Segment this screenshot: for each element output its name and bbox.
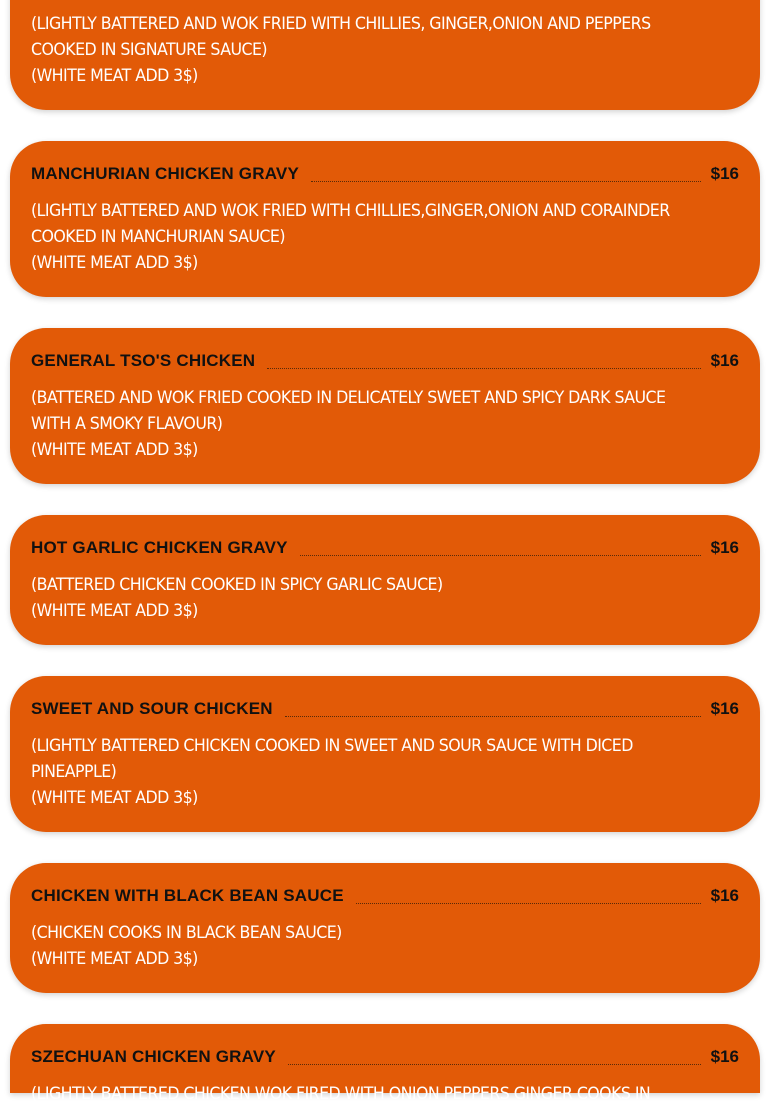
menu-item-card: [10, 1024, 760, 1104]
menu-item-description: [31, 385, 747, 463]
description-line: PINEAPPLE): [31, 762, 117, 782]
menu-item-card: [10, 141, 760, 297]
description-line: (LIGHTLY BATTERED AND WOK FRIED WITH CHILLIES, GINGER,ONION AND PEPPERS: [31, 14, 651, 34]
menu-item-card: [10, 863, 760, 993]
dotted-leader: [267, 368, 700, 369]
menu-item-price: $16: [710, 1047, 739, 1066]
menu-item-card: [10, 328, 760, 484]
menu-item-header: [31, 885, 739, 907]
description-line: (LIGHTLY BATTERED AND WOK FRIED WITH CHILLIES,GINGER,ONION AND CORAINDER: [31, 201, 670, 221]
description-line: COOKED IN SIGNATURE SAUCE): [31, 40, 268, 60]
menu-item-price: $16: [710, 699, 739, 718]
menu-item-card: [10, 676, 760, 832]
menu-item-name: SZECHUAN CHICKEN GRAVY: [31, 1047, 276, 1066]
menu-item-header: [31, 350, 739, 372]
description-line: (BATTERED CHICKEN COOKED IN SPICY GARLIC SAUCE): [31, 575, 443, 595]
menu-item-header: [31, 1046, 739, 1068]
dotted-leader: [285, 716, 701, 717]
white-meat-note: (WHITE MEAT ADD 3$): [31, 66, 198, 86]
description-line: (BATTERED AND WOK FRIED COOKED IN DELICATELY SWEET AND SPICY DARK SAUCE: [31, 388, 666, 408]
description-line: COOKED IN MANCHURIAN SAUCE): [31, 227, 285, 247]
menu-item-description: [31, 572, 747, 624]
description-line: (LIGHTLY BATTERED CHICKEN COOKED IN SWEET AND SOUR SAUCE WITH DICED: [31, 736, 633, 756]
menu-item-name: GENERAL TSO'S CHICKEN: [31, 351, 256, 370]
dotted-leader: [288, 1064, 701, 1065]
menu-item-header: [31, 537, 739, 559]
menu-item-price: $16: [710, 351, 739, 370]
menu-item-name: SWEET AND SOUR CHICKEN: [31, 699, 273, 718]
menu-item-description: [31, 733, 747, 811]
description-line: WITH A SMOKY FLAVOUR): [31, 414, 223, 434]
menu-item-description: [31, 198, 747, 276]
white-meat-note: (WHITE MEAT ADD 3$): [31, 949, 198, 969]
white-meat-note: (WHITE MEAT ADD 3$): [31, 788, 198, 808]
menu-item-description: [31, 920, 747, 972]
menu-item-header: [31, 163, 739, 185]
menu-item-price: $16: [710, 164, 739, 183]
dotted-leader: [356, 903, 701, 904]
menu-item-description: [31, 11, 747, 89]
white-meat-note: (WHITE MEAT ADD 3$): [31, 601, 198, 621]
menu-item-name: CHICKEN WITH BLACK BEAN SAUCE: [31, 886, 344, 905]
dotted-leader: [300, 555, 701, 556]
menu-item-price: $16: [710, 886, 739, 905]
white-meat-note: (WHITE MEAT ADD 3$): [31, 253, 198, 273]
menu-item-description: [31, 1081, 747, 1107]
menu-item-name: MANCHURIAN CHICKEN GRAVY: [31, 164, 299, 183]
menu-item-price: $16: [710, 538, 739, 557]
menu-item-card: [10, 0, 760, 110]
dotted-leader: [311, 181, 701, 182]
menu-item-name: HOT GARLIC CHICKEN GRAVY: [31, 538, 288, 557]
description-line: (CHICKEN COOKS IN BLACK BEAN SAUCE): [31, 923, 342, 943]
white-meat-note: (WHITE MEAT ADD 3$): [31, 440, 198, 460]
menu-item-card: [10, 515, 760, 645]
description-line: (LIGHTLY BATTERED CHICKEN WOK FIRED WITH ONION PEPPERS GINGER COOKS IN: [31, 1084, 651, 1104]
menu-item-header: [31, 698, 739, 720]
